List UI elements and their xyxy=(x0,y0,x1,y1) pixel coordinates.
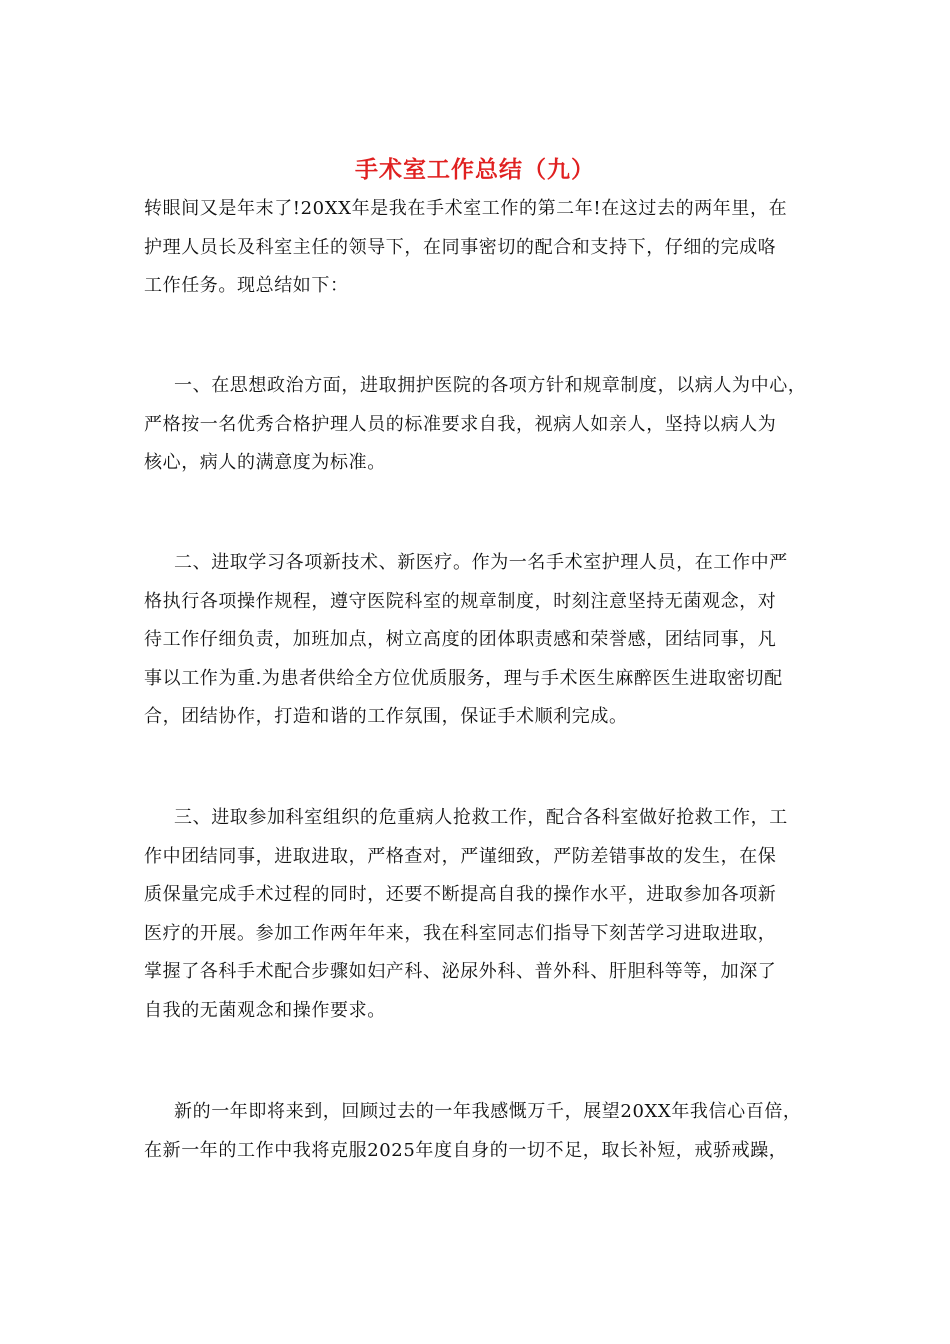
paragraph-line: 自我的无菌观念和操作要求。 xyxy=(144,999,386,1021)
paragraph-line: 作中团结同事，进取进取，严格查对，严谨细致，严防差错事故的发生，在保 xyxy=(144,845,777,867)
paragraph-line: 一、在思想政治方面，进取拥护医院的各项方针和规章制度，以病人为中心， xyxy=(174,375,807,396)
paragraph-line: 合，团结协作，打造和谐的工作氛围，保证手术顺利完成。 xyxy=(144,706,628,727)
paragraph-line: 质保量完成手术过程的同时，还要不断提高自我的操作水平，进取参加各项新 xyxy=(144,884,777,905)
paragraph-line: 格执行各项操作规程，遵守医院科室的规章制度，时刻注意坚持无菌观念，对 xyxy=(144,590,777,612)
section-two-paragraph xyxy=(144,544,812,737)
paragraph-line: 事以工作为重.为患者供给全方位优质服务，理与手术医生麻醉医生进取密切配 xyxy=(144,667,783,689)
paragraph-line: 工作任务。现总结如下： xyxy=(144,275,349,296)
paragraph-line: 转眼间又是年末了!20XX年是我在手术室工作的第二年!在这过去的两年里，在 xyxy=(144,198,788,219)
intro-paragraph xyxy=(144,190,812,306)
paragraph-line: 二、进取学习各项新技术、新医疗。作为一名手术室护理人员，在工作中严 xyxy=(174,552,788,573)
paragraph-line: 核心，病人的满意度为标准。 xyxy=(144,452,386,473)
document-title: 手术室工作总结（九） xyxy=(355,156,595,183)
section-one-paragraph xyxy=(144,367,812,483)
paragraph-line: 严格按一名优秀合格护理人员的标准要求自我，视病人如亲人，坚持以病人为 xyxy=(144,413,777,435)
section-three-paragraph xyxy=(144,799,812,1030)
closing-paragraph xyxy=(144,1093,812,1170)
paragraph-line: 待工作仔细负责，加班加点，树立高度的团体职责感和荣誉感，团结同事，凡 xyxy=(144,629,777,650)
paragraph-line: 医疗的开展。参加工作两年年来，我在科室同志们指导下刻苦学习进取进取， xyxy=(144,922,777,944)
paragraph-line: 新的一年即将来到，回顾过去的一年我感慨万千，展望20XX年我信心百倍， xyxy=(174,1101,802,1122)
paragraph-line: 在新一年的工作中我将克服2025年度自身的一切不足，取长补短，戒骄戒躁， xyxy=(144,1139,788,1161)
paragraph-line: 护理人员长及科室主任的领导下，在同事密切的配合和支持下，仔细的完成咯 xyxy=(144,236,777,258)
paragraph-line: 掌握了各科手术配合步骤如妇产科、泌尿外科、普外科、肝胆科等等，加深了 xyxy=(144,961,777,982)
paragraph-line: 三、进取参加科室组织的危重病人抢救工作，配合各科室做好抢救工作，工 xyxy=(174,807,788,828)
